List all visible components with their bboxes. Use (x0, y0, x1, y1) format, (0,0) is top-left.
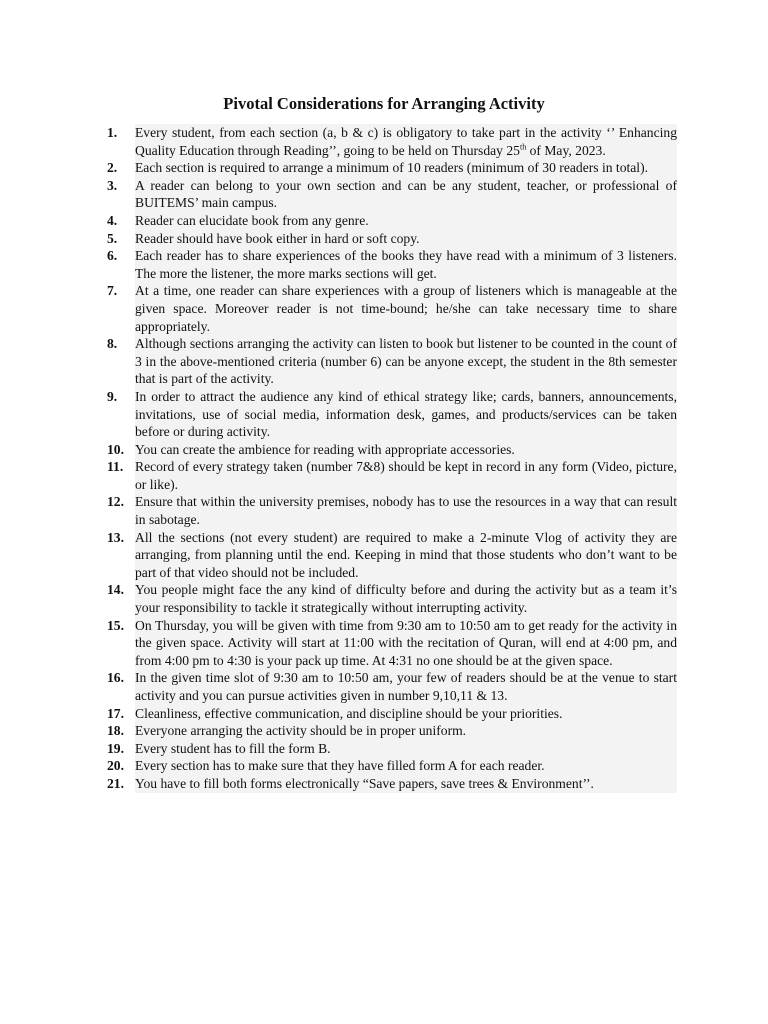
list-item-text (135, 617, 677, 670)
list-item-text (135, 529, 677, 582)
text-run: Although sections arranging the activity can listen to book but listener to be counted in the count of 3 in the above-mentioned criteria (number 6) can be anyone except, the student in the 8th semester that is part of the activity. (135, 336, 677, 387)
text-run: Every section has to make sure that they have filled form A for each reader. (135, 758, 545, 774)
list-item-text (135, 124, 677, 159)
list-item (107, 740, 677, 758)
text-run: Reader should have book either in hard or soft copy. (135, 230, 420, 246)
list-item-text (135, 230, 677, 248)
list-item-number: 14. (107, 582, 124, 598)
list-item (107, 722, 677, 740)
list-item-number: 13. (107, 529, 124, 545)
list-item-text (135, 722, 677, 740)
page-title: Pivotal Considerations for Arranging Activity (223, 94, 545, 113)
list-item-number: 5. (107, 230, 118, 246)
text-run: In the given time slot of 9:30 am to 10:50 am, your few of readers should be at the venue to start activity and you can pursue activities given in number 9,10,11 & 13. (135, 670, 677, 703)
list-item-text (135, 740, 677, 758)
list-item (107, 247, 677, 282)
text-run: Each section is required to arrange a minimum of 10 readers (minimum of 30 readers in total). (135, 160, 648, 176)
text-run: Every student has to fill the form B. (135, 740, 331, 756)
considerations-list (107, 124, 677, 793)
text-run: In order to attract the audience any kind of ethical strategy like; cards, banners, announcements, invitations, use of social media, information desk, games, and products/services can be taken before or during activity. (135, 388, 677, 440)
list-item-text (135, 282, 677, 335)
text-run: You can create the ambience for reading with appropriate accessories. (135, 441, 515, 457)
text-run: At a time, one reader can share experiences with a group of listeners which is manageable at the given space. Moreover reader is not time-bound; he/she can take necessary time to share appropriately. (135, 283, 677, 334)
list-item (107, 775, 677, 793)
list-item-text (135, 177, 677, 212)
list-item (107, 617, 677, 670)
text-run: You have to fill both forms electronically “Save papers, save trees & Environment’’. (135, 775, 594, 791)
list-item (107, 757, 677, 775)
list-item-text (135, 441, 677, 459)
list-item (107, 159, 677, 177)
text-run: Reader can elucidate book from any genre. (135, 212, 369, 228)
list-item-text (135, 705, 677, 723)
list-item-number: 19. (107, 740, 124, 756)
text-run: On Thursday, you will be given with time from 9:30 am to 10:50 am to get ready for the activity in the given space. Activity will start at 11:00 with the recitation of Quran, will end at 4:00 pm, and from 4:00 pm to 4:30 is your pack up time. At 4:31 no one should be at the given space. (135, 617, 677, 668)
list-item (107, 212, 677, 230)
text-run: You people might face the any kind of difficulty before and during the activity but as a team it’s your responsibility to tackle it strategically without interrupting activity. (135, 582, 677, 616)
list-item-number: 12. (107, 494, 124, 510)
superscript-text: th (519, 142, 527, 152)
list-item-number: 3. (107, 177, 118, 193)
list-item (107, 441, 677, 459)
text-run: Everyone arranging the activity should be in proper uniform. (135, 723, 467, 739)
text-run: Ensure that within the university premises, nobody has to use the resources in a way that can result in sabotage. (135, 494, 677, 528)
list-item-text (135, 388, 677, 441)
text-run: of May, 2023. (526, 142, 606, 158)
list-item-number: 11. (107, 459, 124, 475)
list-item (107, 581, 677, 616)
list-item-text (135, 458, 677, 493)
list-item-text (135, 669, 677, 704)
list-item-text (135, 493, 677, 528)
list-item (107, 177, 677, 212)
list-item (107, 458, 677, 493)
list-item-number: 18. (107, 723, 124, 739)
list-item-number: 10. (107, 441, 124, 457)
list-item (107, 388, 677, 441)
text-run: Every student, from each section (a, b & c) is obligatory to take part in the activity ‘’ Enhancing Quality Education through Reading’’, going to be held on Thursday 25 (135, 125, 677, 158)
list-item-number: 9. (107, 388, 118, 404)
list-item-number: 17. (107, 705, 124, 721)
list-item (107, 705, 677, 723)
list-item-number: 21. (107, 775, 124, 791)
list-item-text (135, 581, 677, 616)
list-item (107, 282, 677, 335)
list-item-number: 8. (107, 336, 118, 352)
list-item-text (135, 159, 677, 177)
list-item (107, 493, 677, 528)
list-item-text (135, 775, 677, 793)
text-run: All the sections (not every student) are required to make a 2-minute Vlog of activity they are arranging, from planning until the end. Keeping in mind that those students who don’t want to be part of that video should not be included. (135, 529, 677, 580)
text-run: Cleanliness, effective communication, and discipline should be your priorities. (135, 705, 563, 721)
list-item-text (135, 247, 677, 282)
list-item-number: 1. (107, 125, 118, 140)
list-item-number: 15. (107, 617, 124, 633)
text-run: A reader can belong to your own section and can be any student, teacher, or professional of BUITEMS’ main campus. (135, 177, 677, 211)
list-item-text (135, 335, 677, 388)
list-item (107, 124, 677, 159)
list-item (107, 230, 677, 248)
list-item-text (135, 757, 677, 775)
list-item-number: 2. (107, 160, 118, 176)
list-item (107, 529, 677, 582)
list-item-number: 7. (107, 283, 118, 299)
list-item-number: 6. (107, 248, 118, 264)
list-item-number: 16. (107, 670, 124, 686)
list-item-text (135, 212, 677, 230)
list-item-number: 20. (107, 758, 124, 774)
list-item (107, 669, 677, 704)
text-run: Each reader has to share experiences of the books they have read with a minimum of 3 listeners. The more the listener, the more marks sections will get. (135, 248, 677, 281)
list-item (107, 335, 677, 388)
text-run: Record of every strategy taken (number 7&8) should be kept in record in any form (Video, picture, or like). (135, 459, 677, 492)
list-item-number: 4. (107, 212, 118, 228)
